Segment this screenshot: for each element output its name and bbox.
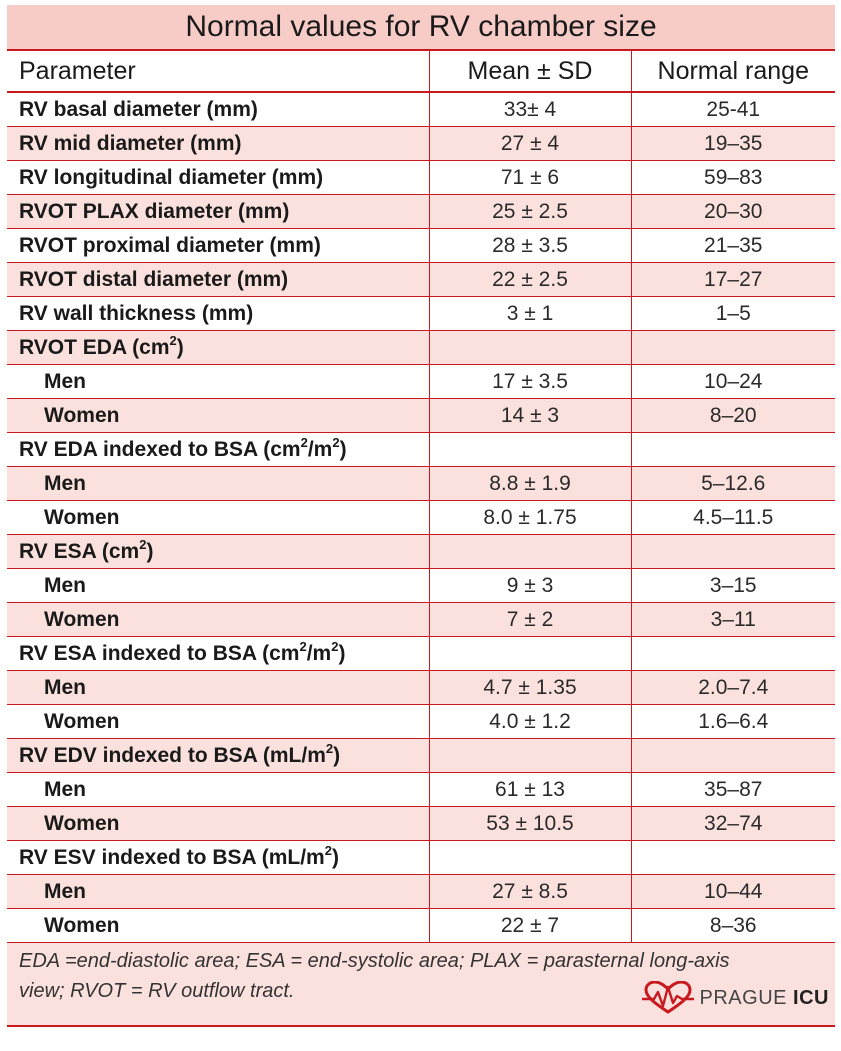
mean-sd-cell: 4.7 ± 1.35 <box>429 671 631 705</box>
table-row <box>7 671 835 705</box>
normal-range-cell: 8–20 <box>631 399 835 433</box>
normal-range-cell: 10–44 <box>631 875 835 909</box>
normal-range-cell: 5–12.6 <box>631 467 835 501</box>
normal-range-cell: 20–30 <box>631 195 835 229</box>
normal-range-cell <box>631 637 835 671</box>
table-row <box>7 535 835 569</box>
normal-range-cell: 2.0–7.4 <box>631 671 835 705</box>
mean-sd-cell: 9 ± 3 <box>429 569 631 603</box>
values-table <box>7 51 835 942</box>
mean-sd-cell: 71 ± 6 <box>429 161 631 195</box>
table-row <box>7 467 835 501</box>
table-row <box>7 637 835 671</box>
parameter-cell: Men <box>7 569 429 603</box>
normal-range-cell: 1.6–6.4 <box>631 705 835 739</box>
mean-sd-cell: 8.8 ± 1.9 <box>429 467 631 501</box>
table-title: Normal values for RV chamber size <box>7 5 835 51</box>
normal-range-cell: 3–15 <box>631 569 835 603</box>
normal-range-cell <box>631 433 835 467</box>
table-row <box>7 773 835 807</box>
mean-sd-cell: 8.0 ± 1.75 <box>429 501 631 535</box>
table-row <box>7 739 835 773</box>
parameter-cell: RV EDV indexed to BSA $(mL/m^2)$ <box>7 739 429 773</box>
mean-sd-cell: 61 ± 13 <box>429 773 631 807</box>
table-row <box>7 603 835 637</box>
parameter-cell: Women <box>7 603 429 637</box>
normal-range-cell: 17–27 <box>631 263 835 297</box>
mean-sd-cell: 28 ± 3.5 <box>429 229 631 263</box>
normal-range-cell <box>631 841 835 875</box>
mean-sd-cell <box>429 841 631 875</box>
table-row <box>7 501 835 535</box>
mean-sd-cell: 25 ± 2.5 <box>429 195 631 229</box>
normal-range-cell <box>631 331 835 365</box>
mean-sd-cell: 17 ± 3.5 <box>429 365 631 399</box>
table-row <box>7 263 835 297</box>
heart-ecg-icon <box>642 981 694 1015</box>
mean-sd-cell <box>429 637 631 671</box>
header-normal-range: Normal range <box>631 51 835 92</box>
mean-sd-cell: 7 ± 2 <box>429 603 631 637</box>
parameter-cell: Women <box>7 399 429 433</box>
table-row <box>7 569 835 603</box>
normal-range-cell: 3–11 <box>631 603 835 637</box>
parameter-cell: RV EDA indexed to BSA $(cm^2/m^2)$ <box>7 433 429 467</box>
table-row <box>7 841 835 875</box>
header-parameter: Parameter <box>7 51 429 92</box>
mean-sd-cell <box>429 535 631 569</box>
table-row <box>7 331 835 365</box>
parameter-cell: RV longitudinal diameter (mm) <box>7 161 429 195</box>
normal-range-cell: 35–87 <box>631 773 835 807</box>
table-row <box>7 161 835 195</box>
mean-sd-cell <box>429 739 631 773</box>
parameter-cell: RVOT proximal diameter (mm) <box>7 229 429 263</box>
mean-sd-cell: 3 ± 1 <box>429 297 631 331</box>
mean-sd-cell: 14 ± 3 <box>429 399 631 433</box>
mean-sd-cell: 33± 4 <box>429 92 631 127</box>
mean-sd-cell: 22 ± 2.5 <box>429 263 631 297</box>
table-row <box>7 705 835 739</box>
table-row <box>7 92 835 127</box>
table-row <box>7 399 835 433</box>
footer <box>7 942 835 1027</box>
table-row <box>7 297 835 331</box>
normal-range-cell: 4.5–11.5 <box>631 501 835 535</box>
mean-sd-cell: 27 ± 8.5 <box>429 875 631 909</box>
table-body <box>7 92 835 942</box>
parameter-cell: Men <box>7 467 429 501</box>
table-row <box>7 909 835 943</box>
table-row <box>7 229 835 263</box>
mean-sd-cell: 53 ± 10.5 <box>429 807 631 841</box>
parameter-cell: RVOT EDA $(cm^2)$ <box>7 331 429 365</box>
normal-range-cell: 21–35 <box>631 229 835 263</box>
parameter-cell: Women <box>7 807 429 841</box>
parameter-cell: RV ESV indexed to BSA $(mL/m^2)$ <box>7 841 429 875</box>
normal-range-cell: 10–24 <box>631 365 835 399</box>
parameter-cell: RV basal diameter (mm) <box>19 97 258 121</box>
mean-sd-cell <box>429 331 631 365</box>
mean-sd-cell: 27 ± 4 <box>429 127 631 161</box>
parameter-cell: RVOT PLAX diameter (mm) <box>7 195 429 229</box>
table-row <box>7 433 835 467</box>
header-row <box>7 51 835 92</box>
parameter-cell: Women <box>7 909 429 943</box>
header-mean-sd: Mean ± SD <box>429 51 631 92</box>
parameter-cell: RV wall thickness (mm) <box>7 297 429 331</box>
table-row <box>7 875 835 909</box>
normal-range-cell: 1–5 <box>631 297 835 331</box>
table-row <box>7 807 835 841</box>
footnote: EDA =end-diastolic area; ESA = end-systolic area; PLAX = parasternal long-axis view; RVOT = RV outflow tract. <box>19 950 730 1002</box>
parameter-cell: Men <box>7 773 429 807</box>
mean-sd-cell: 4.0 ± 1.2 <box>429 705 631 739</box>
normal-range-cell: 25-41 <box>706 97 761 121</box>
prague-icu-logo <box>642 981 829 1015</box>
parameter-cell: Men <box>7 365 429 399</box>
normal-range-cell <box>631 535 835 569</box>
parameter-cell: Men <box>7 875 429 909</box>
table-row <box>7 127 835 161</box>
parameter-cell: RV ESA $(cm^2)$ <box>7 535 429 569</box>
mean-sd-cell <box>429 433 631 467</box>
parameter-cell: Women <box>7 705 429 739</box>
normal-range-cell: 59–83 <box>631 161 835 195</box>
table-row <box>7 195 835 229</box>
parameter-cell: RVOT distal diameter (mm) <box>7 263 429 297</box>
parameter-cell: Women <box>7 501 429 535</box>
parameter-cell: Men <box>7 671 429 705</box>
parameter-cell: RV mid diameter (mm) <box>7 127 429 161</box>
table-row <box>7 365 835 399</box>
normal-range-cell: 19–35 <box>631 127 835 161</box>
logo-text: PRAGUE ICU <box>699 986 829 1009</box>
normal-range-cell: 32–74 <box>631 807 835 841</box>
mean-sd-cell: 22 ± 7 <box>429 909 631 943</box>
normal-values-table-card <box>7 5 835 1027</box>
normal-range-cell: 8–36 <box>631 909 835 943</box>
normal-range-cell <box>631 739 835 773</box>
parameter-cell: RV ESA indexed to BSA $(cm^2/m^2)$ <box>7 637 429 671</box>
